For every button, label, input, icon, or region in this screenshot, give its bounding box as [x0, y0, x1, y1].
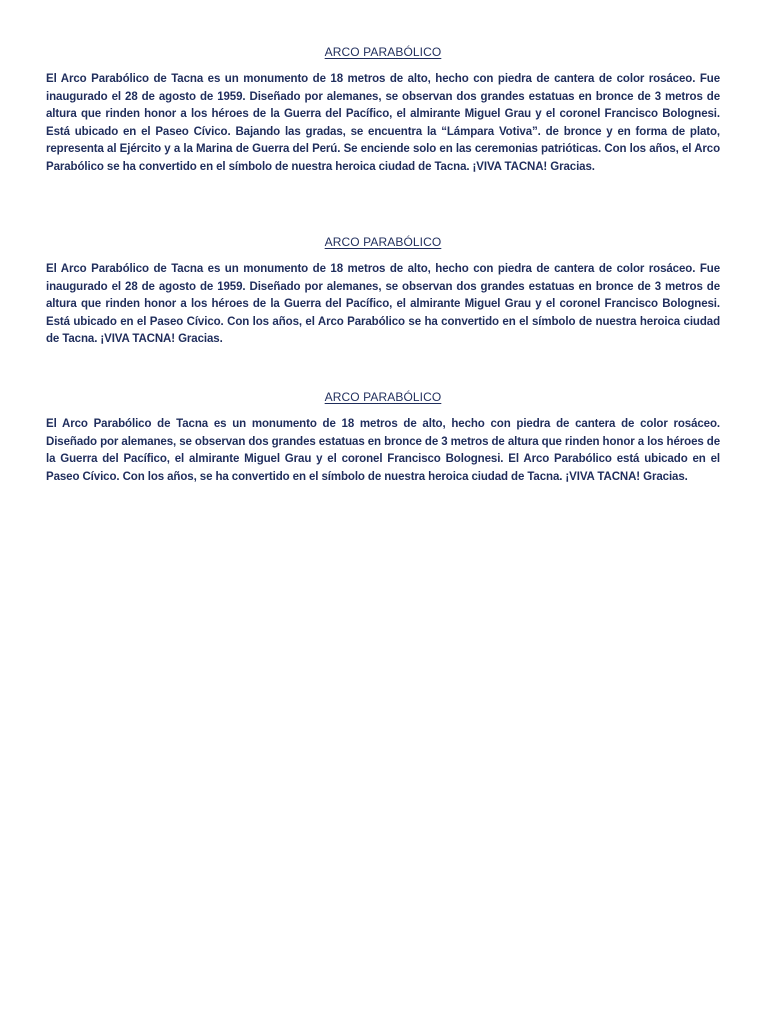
section-paragraph: El Arco Parabólico de Tacna es un monumento de 18 metros de alto, hecho con piedra de cantera de color rosáceo. Fue inaugurado el 28 de agosto de 1959. Diseñado por alemanes, se observan dos grandes estatuas en bronce de 3 metros de altura que rinden honor a los héroes de la Guerra del Pacífico, el almirante Miguel Grau y el coronel Francisco Bolognesi. Está ubicado en el Paseo Cívico. Con los años, el Arco Parabólico se ha convertido en el símbolo de nuestra heroica ciudad de Tacna. ¡VIVA TACNA! Gracias.	[46, 263, 720, 346]
section-paragraph: El Arco Parabólico de Tacna es un monumento de 18 metros de alto, hecho con piedra de cantera de color rosáceo. Diseñado por alemanes, se observan dos grandes estatuas en bronce de 3 metros de altura que rinden honor a los héroes de la Guerra del Pacífico, el almirante Miguel Grau y el coronel Francisco Bolognesi. El Arco Parabólico está ubicado en el Paseo Cívico. Con los años, se ha convertido en el símbolo de nuestra heroica ciudad de Tacna. ¡VIVA TACNA! Gracias.	[46, 418, 720, 483]
section-paragraph: El Arco Parabólico de Tacna es un monumento de 18 metros de alto, hecho con piedra de cantera de color rosáceo. Fue inaugurado el 28 de agosto de 1959. Diseñado por alemanes, se observan dos grandes estatuas en bronce de 3 metros de altura que rinden honor a los héroes de la Guerra del Pacífico, el almirante Miguel Grau y el coronel Francisco Bolognesi. Está ubicado en el Paseo Cívico. Bajando las gradas, se encuentra la “Lámpara Votiva”. de bronce y en forma de plato, representa al Ejército y a la Marina de Guerra del Perú. Se enciende solo en las ceremonias patrióticas. Con los años, el Arco Parabólico se ha convertido en el símbolo de nuestra heroica ciudad de Tacna. ¡VIVA TACNA! Gracias.	[46, 73, 720, 173]
text-section-3	[46, 390, 720, 486]
section-title: ARCO PARABÓLICO	[324, 390, 442, 404]
text-section-1	[46, 45, 720, 177]
text-section-2	[46, 235, 720, 349]
section-title: ARCO PARABÓLICO	[324, 235, 442, 249]
section-title: ARCO PARABÓLICO	[324, 45, 442, 59]
